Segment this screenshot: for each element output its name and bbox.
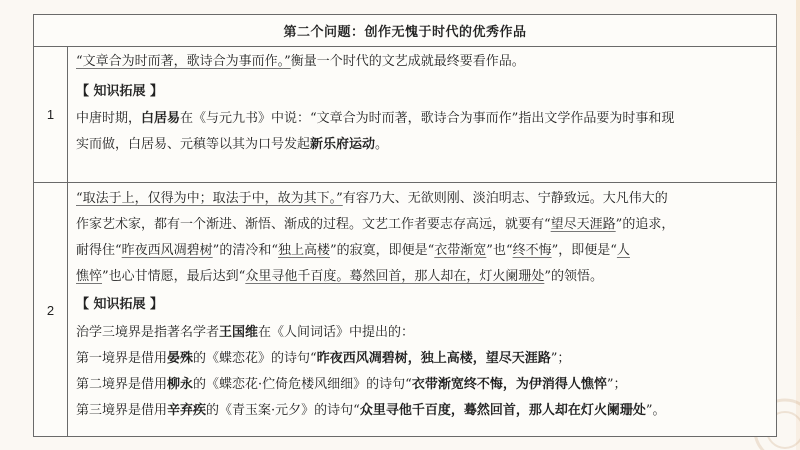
quote-text: 衣带渐宽 [434, 243, 487, 258]
text-line [76, 241, 630, 261]
quote-text: 独上高楼 [277, 243, 330, 258]
text: 第一境界是借用 [76, 351, 168, 366]
quote-text: 终不悔 [512, 243, 552, 258]
text: ”的清冷和“ [212, 243, 278, 258]
text: 在《与元九书》中说：“文章合为时而著，歌诗合为事而作”指出文学作品要为时事和现 [180, 111, 675, 126]
text: ”； [606, 377, 627, 392]
text: 耐得住“ [76, 243, 122, 258]
quote-text: “取法于上，仅得为中；取法于中，故为其下。” [76, 191, 343, 206]
quote-text: 憔悴 [76, 269, 103, 284]
bold-text: 辛弃疾 [167, 403, 207, 418]
table-row [34, 46, 776, 183]
text: 第二境界是借用 [76, 377, 168, 392]
bold-text: 昨夜西风凋碧树，独上高楼，望尽天涯路 [316, 351, 551, 366]
knowledge-extension-label: 【 知识拓展 】 [76, 84, 164, 99]
knowledge-extension-label: 【 知识拓展 】 [76, 297, 164, 312]
table-header: 第二个问题：创作无愧于时代的优秀作品 [34, 15, 776, 47]
text-line [76, 401, 665, 421]
text-line [76, 135, 388, 155]
table-row [34, 183, 776, 437]
text: 第三境界是借用 [76, 403, 168, 418]
text: 有容乃大、无欲则刚、淡泊明志、宁静致远。大凡伟大的 [342, 191, 668, 206]
quote-text: 昨夜西风凋碧树 [121, 243, 213, 258]
text: 的《蝶恋花·伫倚危楼风细细》的诗句“ [193, 377, 412, 392]
quote-text: 人 [616, 243, 630, 258]
bold-text: 王国维 [219, 325, 259, 340]
text-line [76, 323, 414, 343]
text-line [76, 189, 668, 209]
text: 。 [375, 137, 389, 152]
text: ”。 [645, 403, 666, 418]
text-line [76, 52, 525, 72]
bold-text: 晏殊 [167, 351, 194, 366]
text: ”的寂寞，即便是“ [329, 243, 435, 258]
text-line [76, 375, 626, 395]
bold-text: 柳永 [167, 377, 194, 392]
content-table [33, 14, 777, 437]
bold-text: 众里寻他千百度，蓦然回首，那人却在灯火阑珊处 [359, 403, 646, 418]
text: 实而做，白居易、元稹等以其为口号发起 [76, 137, 311, 152]
text: ”； [550, 351, 571, 366]
text: ”，即便是“ [551, 243, 617, 258]
text: 作家艺术家，都有一个渐进、渐悟、渐成的过程。文艺工作者要志存高远，就要有“ [76, 217, 551, 232]
bold-text: 白居易 [141, 111, 181, 126]
bold-text: 新乐府运动 [310, 137, 376, 152]
row-number: 2 [34, 183, 68, 437]
quote-text: 众里寻他千百度。蓦然回首，那人却在，灯火阑珊处 [245, 269, 545, 284]
row-number: 1 [34, 46, 68, 182]
text: 中唐时期， [76, 111, 142, 126]
quote-text: “文章合为时而著，歌诗合为事而作。” [76, 54, 291, 69]
quote-text: 望尽天涯路 [550, 217, 616, 232]
text: 衡量一个时代的文艺成就最终要看作品。 [290, 54, 525, 69]
bold-text: 衣带渐宽终不悔，为伊消得人憔悴 [411, 377, 607, 392]
text: 的《蝶恋花》的诗句“ [193, 351, 317, 366]
text: ”的领悟。 [544, 269, 603, 284]
text: ”的追求， [615, 217, 675, 232]
text: 在《人间词话》中提出的： [258, 325, 415, 340]
text: ”也“ [486, 243, 513, 258]
text-line [76, 109, 674, 129]
text-line [76, 267, 603, 287]
text: 的《青玉案·元夕》的诗句“ [206, 403, 360, 418]
text: 治学三境界是指著名学者 [76, 325, 220, 340]
text-line [76, 215, 674, 235]
text-line [76, 349, 570, 369]
text: ”也心甘情愿，最后达到“ [102, 269, 246, 284]
